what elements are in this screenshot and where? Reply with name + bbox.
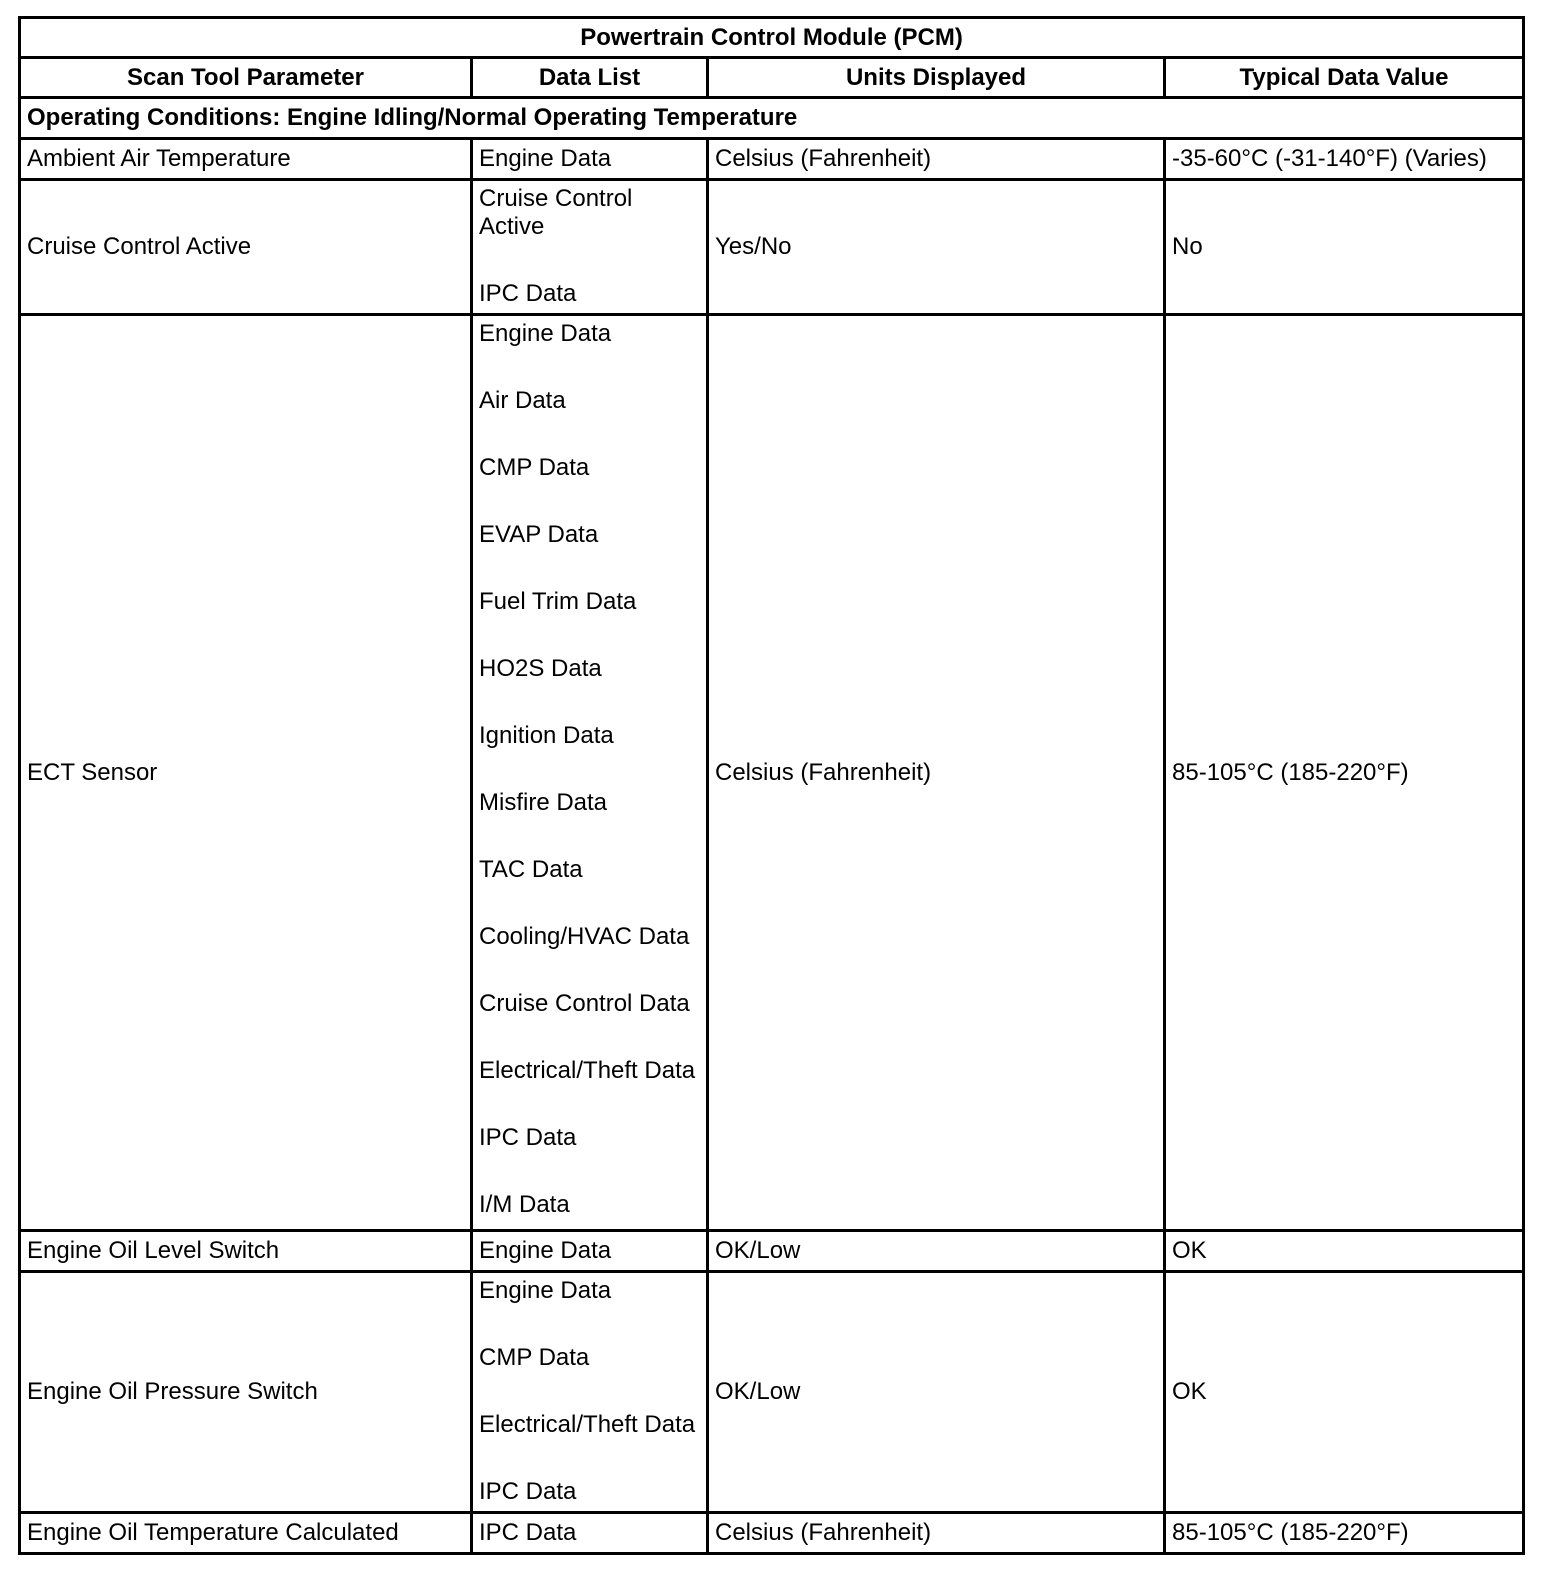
table-row (20, 139, 1524, 180)
data-list-cell: IPC Data (472, 1513, 708, 1554)
units-cell: Celsius (Fahrenheit) (708, 139, 1165, 180)
data-list-item: IPC Data (479, 1478, 577, 1505)
data-list-item: I/M Data (479, 1191, 570, 1218)
data-list-item: Ignition Data (479, 722, 614, 749)
column-header-typical-value: Typical Data Value (1165, 58, 1524, 98)
table-row (20, 1231, 1524, 1272)
parameter-cell: Engine Oil Pressure Switch (20, 1272, 472, 1513)
data-list-item: Cruise Control Active (479, 185, 633, 240)
table-row (20, 1513, 1524, 1554)
units-cell: Celsius (Fahrenheit) (708, 1513, 1165, 1554)
header-row (20, 58, 1524, 98)
units-cell: Celsius (Fahrenheit) (708, 315, 1165, 1231)
data-list-cell: Engine Data (472, 1231, 708, 1272)
data-list-item: Fuel Trim Data (479, 588, 637, 615)
table-row (20, 180, 1524, 315)
typical-value-cell: OK (1165, 1231, 1524, 1272)
data-list-item: Engine Data (479, 320, 612, 347)
data-list-cell (472, 315, 708, 1231)
data-list-item: TAC Data (479, 856, 583, 883)
data-list-item: Misfire Data (479, 789, 608, 816)
data-list-cell (472, 180, 708, 315)
data-list-item: Air Data (479, 387, 566, 414)
data-list-item: CMP Data (479, 1344, 590, 1371)
typical-value-cell: OK (1165, 1272, 1524, 1513)
data-list-cell: Engine Data (472, 139, 708, 180)
typical-value-cell: 85-105°C (185-220°F) (1165, 1513, 1524, 1554)
parameter-cell: Engine Oil Level Switch (20, 1231, 472, 1272)
data-list-item: HO2S Data (479, 655, 602, 682)
column-header-units: Units Displayed (708, 58, 1165, 98)
column-header-data-list: Data List (472, 58, 708, 98)
parameter-cell: ECT Sensor (20, 315, 472, 1231)
table-row (20, 1272, 1524, 1513)
data-list-item: CMP Data (479, 454, 590, 481)
pcm-table (18, 16, 1525, 1555)
units-cell: OK/Low (708, 1272, 1165, 1513)
typical-value-cell: No (1165, 180, 1524, 315)
typical-value-cell: 85-105°C (185-220°F) (1165, 315, 1524, 1231)
data-list-item: Cruise Control Data (479, 990, 690, 1017)
data-list-item: Electrical/Theft Data (479, 1057, 696, 1084)
data-list-cell (472, 1272, 708, 1513)
parameter-cell: Engine Oil Temperature Calculated (20, 1513, 472, 1554)
typical-value-cell: -35-60°C (-31-140°F) (Varies) (1165, 139, 1524, 180)
column-header-parameter: Scan Tool Parameter (20, 58, 472, 98)
parameter-cell: Ambient Air Temperature (20, 139, 472, 180)
data-list-item: IPC Data (479, 280, 577, 307)
table-row (20, 315, 1524, 1231)
units-cell: OK/Low (708, 1231, 1165, 1272)
units-cell: Yes/No (708, 180, 1165, 315)
parameter-cell: Cruise Control Active (20, 180, 472, 315)
data-list-item: Electrical/Theft Data (479, 1411, 696, 1438)
operating-conditions: Operating Conditions: Engine Idling/Normal Operating Temperature (20, 98, 1524, 139)
data-list-item: IPC Data (479, 1124, 577, 1151)
conditions-row (20, 98, 1524, 139)
data-list-item: Engine Data (479, 1277, 612, 1304)
data-list-item: EVAP Data (479, 521, 599, 548)
data-list-item: Cooling/HVAC Data (479, 923, 690, 950)
title-row (20, 18, 1524, 58)
table-title: Powertrain Control Module (PCM) (20, 18, 1524, 58)
